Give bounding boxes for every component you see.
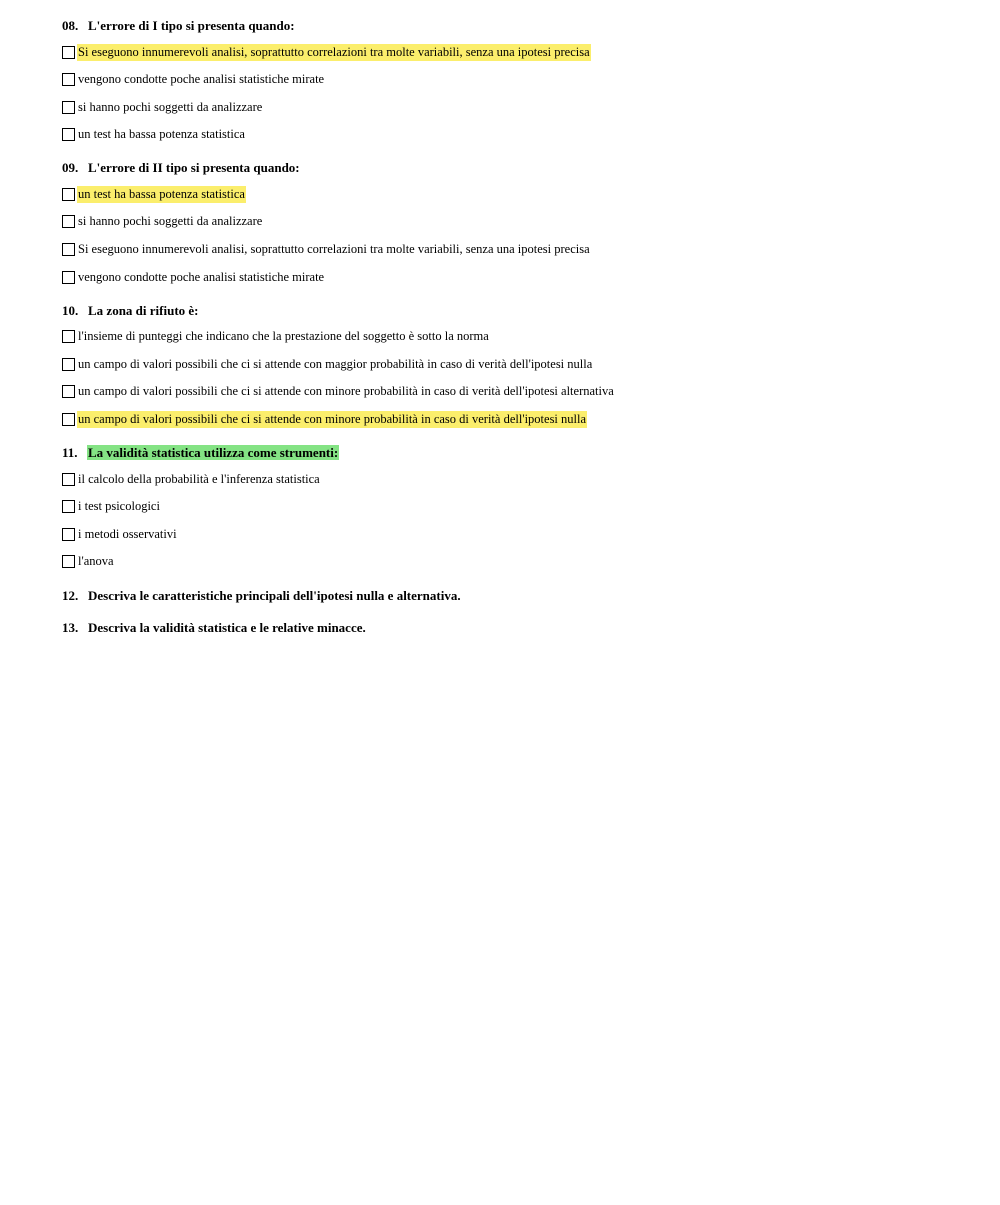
answer-checkbox[interactable]: [62, 413, 75, 426]
answer-option[interactable]: [62, 71, 962, 89]
answer-option[interactable]: [62, 241, 962, 259]
answer-text: un campo di valori possibili che ci si attende con minore probabilità in caso di verità dell'ipotesi nulla: [78, 412, 587, 427]
answer-text: un test ha bassa potenza statistica: [78, 127, 245, 142]
answer-text: i metodi osservativi: [78, 526, 177, 541]
answer-text: Si eseguono innumerevoli analisi, soprattutto correlazioni tra molte variabili, senza una ipotesi precisa: [78, 44, 590, 59]
answer-option[interactable]: [62, 213, 962, 231]
answer-checkbox[interactable]: [62, 528, 75, 541]
question-10: [62, 302, 962, 429]
answer-text: vengono condotte poche analisi statistiche mirate: [78, 269, 325, 284]
quiz-page: [62, 17, 962, 651]
answer-option[interactable]: [62, 498, 962, 516]
answer-text: l'anova: [78, 554, 114, 569]
question-number: 13.: [62, 619, 79, 635]
answer-checkbox[interactable]: [62, 243, 75, 256]
answer-option[interactable]: [62, 268, 962, 286]
answer-checkbox[interactable]: [62, 73, 75, 86]
question-number: 10.: [62, 302, 79, 318]
answer-checkbox[interactable]: [62, 330, 75, 343]
question-text: Descriva le caratteristiche principali dell'ipotesi nulla e alternativa.: [88, 587, 461, 603]
answer-checkbox[interactable]: [62, 358, 75, 371]
answer-option[interactable]: [62, 355, 962, 373]
answer-option[interactable]: [62, 98, 962, 116]
answer-checkbox[interactable]: [62, 46, 75, 59]
answer-option[interactable]: [62, 411, 962, 429]
question-number: 11.: [62, 445, 78, 461]
answer-text: l'insieme di punteggi che indicano che la prestazione del soggetto è sotto la norma: [78, 329, 489, 344]
answer-option[interactable]: [62, 383, 962, 401]
answer-option[interactable]: [62, 328, 962, 346]
question-text: L'errore di II tipo si presenta quando:: [88, 160, 300, 176]
answer-text: i test psicologici: [78, 499, 160, 514]
answer-text: si hanno pochi soggetti da analizzare: [78, 214, 263, 229]
answer-text: vengono condotte poche analisi statistiche mirate: [78, 72, 325, 87]
answer-checkbox[interactable]: [62, 500, 75, 513]
question-11: [62, 444, 962, 571]
answer-checkbox[interactable]: [62, 215, 75, 228]
question-text: Descriva la validità statistica e le relative minacce.: [88, 619, 366, 635]
question-number: 12.: [62, 587, 79, 603]
answer-checkbox[interactable]: [62, 188, 75, 201]
answer-text: un test ha bassa potenza statistica: [78, 186, 245, 201]
question-heading: [62, 17, 962, 35]
answer-checkbox[interactable]: [62, 101, 75, 114]
question-number: 08.: [62, 18, 79, 33]
answer-checkbox[interactable]: [62, 473, 75, 486]
question-13: [62, 619, 962, 637]
question-heading: [62, 159, 962, 177]
question-number: 09.: [62, 160, 79, 176]
answer-option[interactable]: [62, 43, 962, 61]
answer-checkbox[interactable]: [62, 385, 75, 398]
answer-option[interactable]: [62, 470, 962, 488]
answer-text: Si eseguono innumerevoli analisi, soprattutto correlazioni tra molte variabili, senza una ipotesi precisa: [78, 242, 590, 257]
answer-option[interactable]: [62, 126, 962, 144]
answer-option[interactable]: [62, 553, 962, 571]
answer-checkbox[interactable]: [62, 128, 75, 141]
question-heading: [62, 619, 962, 637]
question-12: [62, 587, 962, 605]
question-09: [62, 159, 962, 286]
question-heading: [62, 444, 962, 462]
question-text: L'errore di I tipo si presenta quando:: [88, 18, 295, 33]
question-heading: [62, 302, 962, 320]
answer-text: si hanno pochi soggetti da analizzare: [78, 99, 263, 114]
question-heading: [62, 587, 962, 605]
answer-text: il calcolo della probabilità e l'inferenza statistica: [78, 471, 320, 486]
answer-option[interactable]: [62, 185, 962, 203]
answer-text: un campo di valori possibili che ci si attende con minore probabilità in caso di verità dell'ipotesi alternativa: [78, 384, 614, 399]
answer-option[interactable]: [62, 525, 962, 543]
answer-checkbox[interactable]: [62, 555, 75, 568]
question-text: La zona di rifiuto è:: [88, 302, 199, 318]
answer-text: un campo di valori possibili che ci si attende con maggior probabilità in caso di verità dell'ipotesi nulla: [78, 356, 593, 371]
question-08: [62, 17, 962, 144]
question-text: La validità statistica utilizza come strumenti:: [88, 445, 339, 461]
answer-checkbox[interactable]: [62, 271, 75, 284]
